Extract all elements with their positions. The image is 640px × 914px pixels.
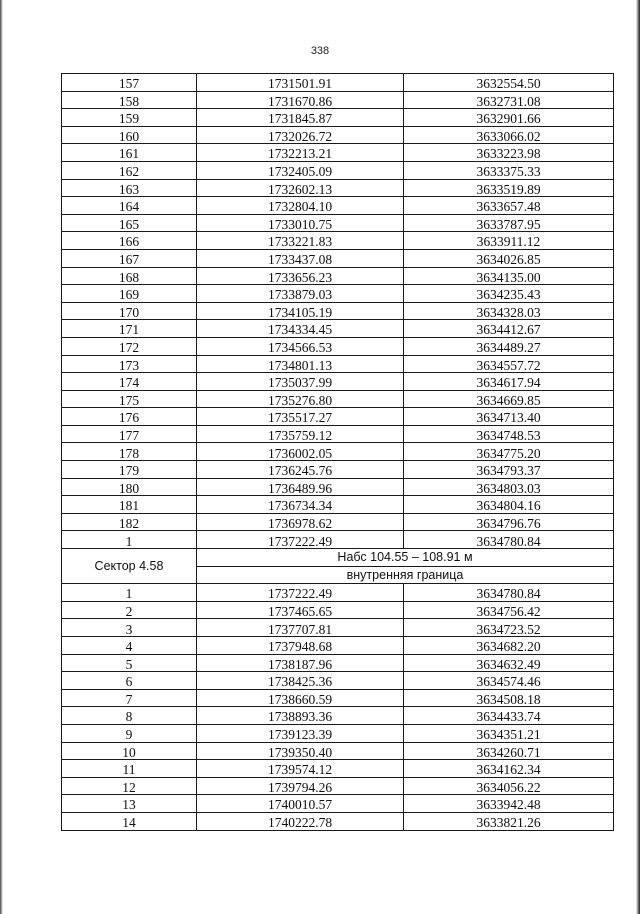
y-coordinate-cell: 3634557.72 (404, 355, 614, 373)
coordinates-table (61, 73, 614, 831)
x-coordinate-cell: 1732026.72 (197, 126, 404, 144)
point-number-cell: 4 (62, 637, 197, 655)
x-coordinate-cell: 1739350.40 (197, 742, 404, 760)
y-coordinate-cell: 3633942.48 (404, 795, 614, 813)
x-coordinate-cell: 1736978.62 (197, 513, 404, 531)
point-number-cell: 166 (62, 232, 197, 250)
point-number-cell: 11 (62, 760, 197, 778)
x-coordinate-cell: 1735276.80 (197, 390, 404, 408)
y-coordinate-cell: 3634433.74 (404, 707, 614, 725)
y-coordinate-cell: 3634162.34 (404, 760, 614, 778)
y-coordinate-cell: 3634780.84 (404, 531, 614, 549)
x-coordinate-cell: 1737465.65 (197, 601, 404, 619)
point-number-cell: 169 (62, 285, 197, 303)
table-row (62, 461, 614, 479)
point-number-cell: 160 (62, 126, 197, 144)
x-coordinate-cell: 1738660.59 (197, 689, 404, 707)
table-row (62, 760, 614, 778)
x-coordinate-cell: 1735037.99 (197, 373, 404, 391)
y-coordinate-cell: 3634632.49 (404, 654, 614, 672)
y-coordinate-cell: 3634508.18 (404, 689, 614, 707)
x-coordinate-cell: 1739794.26 (197, 777, 404, 795)
x-coordinate-cell: 1733010.75 (197, 214, 404, 232)
table-row (62, 91, 614, 109)
y-coordinate-cell: 3633375.33 (404, 161, 614, 179)
y-coordinate-cell: 3633519.89 (404, 179, 614, 197)
table-row (62, 337, 614, 355)
scan-edge-left (0, 0, 3, 914)
x-coordinate-cell: 1732602.13 (197, 179, 404, 197)
table-row (62, 161, 614, 179)
y-coordinate-cell: 3634803.03 (404, 478, 614, 496)
y-coordinate-cell: 3634412.67 (404, 320, 614, 338)
point-number-cell: 165 (62, 214, 197, 232)
table-row (62, 584, 614, 602)
y-coordinate-cell: 3634723.52 (404, 619, 614, 637)
table-row (62, 601, 614, 619)
point-number-cell: 9 (62, 724, 197, 742)
page-number: 338 (310, 45, 330, 57)
point-number-cell: 161 (62, 144, 197, 162)
table-row (62, 672, 614, 690)
table-row (62, 373, 614, 391)
x-coordinate-cell: 1738187.96 (197, 654, 404, 672)
table-row (62, 478, 614, 496)
x-coordinate-cell: 1733656.23 (197, 267, 404, 285)
y-coordinate-cell: 3634617.94 (404, 373, 614, 391)
x-coordinate-cell: 1738425.36 (197, 672, 404, 690)
y-coordinate-cell: 3633787.95 (404, 214, 614, 232)
point-number-cell: 158 (62, 91, 197, 109)
table-row (62, 285, 614, 303)
point-number-cell: 178 (62, 443, 197, 461)
sector-header-row (62, 549, 614, 567)
table-row (62, 531, 614, 549)
point-number-cell: 2 (62, 601, 197, 619)
point-number-cell: 1 (62, 584, 197, 602)
y-coordinate-cell: 3632901.66 (404, 109, 614, 127)
table-row (62, 232, 614, 250)
x-coordinate-cell: 1731670.86 (197, 91, 404, 109)
table-row (62, 179, 614, 197)
table-row (62, 689, 614, 707)
scan-edge-right (636, 0, 640, 914)
y-coordinate-cell: 3634682.20 (404, 637, 614, 655)
x-coordinate-cell: 1739123.39 (197, 724, 404, 742)
point-number-cell: 174 (62, 373, 197, 391)
y-coordinate-cell: 3632554.50 (404, 74, 614, 92)
point-number-cell: 5 (62, 654, 197, 672)
y-coordinate-cell: 3632731.08 (404, 91, 614, 109)
x-coordinate-cell: 1737707.81 (197, 619, 404, 637)
y-coordinate-cell: 3634796.76 (404, 513, 614, 531)
y-coordinate-cell: 3634328.03 (404, 302, 614, 320)
sector-title: Сектор 4.58 (62, 549, 197, 584)
point-number-cell: 157 (62, 74, 197, 92)
table-row (62, 707, 614, 725)
table-row (62, 197, 614, 215)
point-number-cell: 180 (62, 478, 197, 496)
table-row (62, 144, 614, 162)
point-number-cell: 1 (62, 531, 197, 549)
table-row (62, 795, 614, 813)
point-number-cell: 172 (62, 337, 197, 355)
y-coordinate-cell: 3633066.02 (404, 126, 614, 144)
table-row (62, 320, 614, 338)
x-coordinate-cell: 1731845.87 (197, 109, 404, 127)
point-number-cell: 176 (62, 408, 197, 426)
x-coordinate-cell: 1732213.21 (197, 144, 404, 162)
y-coordinate-cell: 3634793.37 (404, 461, 614, 479)
point-number-cell: 8 (62, 707, 197, 725)
x-coordinate-cell: 1735517.27 (197, 408, 404, 426)
y-coordinate-cell: 3633657.48 (404, 197, 614, 215)
y-coordinate-cell: 3634489.27 (404, 337, 614, 355)
point-number-cell: 179 (62, 461, 197, 479)
x-coordinate-cell: 1734566.53 (197, 337, 404, 355)
x-coordinate-cell: 1732804.10 (197, 197, 404, 215)
table-row (62, 724, 614, 742)
x-coordinate-cell: 1737222.49 (197, 584, 404, 602)
y-coordinate-cell: 3634260.71 (404, 742, 614, 760)
x-coordinate-cell: 1736734.34 (197, 496, 404, 514)
point-number-cell: 177 (62, 425, 197, 443)
point-number-cell: 170 (62, 302, 197, 320)
y-coordinate-cell: 3634748.53 (404, 425, 614, 443)
x-coordinate-cell: 1740010.57 (197, 795, 404, 813)
table-row (62, 425, 614, 443)
x-coordinate-cell: 1734334.45 (197, 320, 404, 338)
table-row (62, 74, 614, 92)
table-row (62, 619, 614, 637)
y-coordinate-cell: 3634669.85 (404, 390, 614, 408)
sector-boundary: внутренняя граница (197, 566, 614, 584)
table-row (62, 742, 614, 760)
table-row (62, 496, 614, 514)
x-coordinate-cell: 1733437.08 (197, 249, 404, 267)
table-row (62, 443, 614, 461)
point-number-cell: 173 (62, 355, 197, 373)
table-row (62, 109, 614, 127)
x-coordinate-cell: 1734801.13 (197, 355, 404, 373)
x-coordinate-cell: 1738893.36 (197, 707, 404, 725)
table-row (62, 637, 614, 655)
y-coordinate-cell: 3634351.21 (404, 724, 614, 742)
point-number-cell: 171 (62, 320, 197, 338)
point-number-cell: 10 (62, 742, 197, 760)
x-coordinate-cell: 1733221.83 (197, 232, 404, 250)
point-number-cell: 159 (62, 109, 197, 127)
y-coordinate-cell: 3633223.98 (404, 144, 614, 162)
y-coordinate-cell: 3634713.40 (404, 408, 614, 426)
point-number-cell: 168 (62, 267, 197, 285)
table-row (62, 267, 614, 285)
point-number-cell: 3 (62, 619, 197, 637)
y-coordinate-cell: 3634780.84 (404, 584, 614, 602)
x-coordinate-cell: 1732405.09 (197, 161, 404, 179)
point-number-cell: 181 (62, 496, 197, 514)
point-number-cell: 14 (62, 812, 197, 830)
table-row (62, 302, 614, 320)
point-number-cell: 162 (62, 161, 197, 179)
x-coordinate-cell: 1734105.19 (197, 302, 404, 320)
x-coordinate-cell: 1740222.78 (197, 812, 404, 830)
x-coordinate-cell: 1736245.76 (197, 461, 404, 479)
x-coordinate-cell: 1733879.03 (197, 285, 404, 303)
point-number-cell: 13 (62, 795, 197, 813)
x-coordinate-cell: 1736489.96 (197, 478, 404, 496)
x-coordinate-cell: 1736002.05 (197, 443, 404, 461)
x-coordinate-cell: 1737948.68 (197, 637, 404, 655)
point-number-cell: 7 (62, 689, 197, 707)
point-number-cell: 163 (62, 179, 197, 197)
table-row (62, 390, 614, 408)
point-number-cell: 164 (62, 197, 197, 215)
table-row (62, 777, 614, 795)
point-number-cell: 182 (62, 513, 197, 531)
y-coordinate-cell: 3634804.16 (404, 496, 614, 514)
point-number-cell: 6 (62, 672, 197, 690)
x-coordinate-cell: 1737222.49 (197, 531, 404, 549)
sector-elevation: Набс 104.55 – 108.91 м (197, 549, 614, 567)
coordinates-table-body (62, 74, 614, 831)
table-row (62, 249, 614, 267)
point-number-cell: 12 (62, 777, 197, 795)
x-coordinate-cell: 1731501.91 (197, 74, 404, 92)
table-row (62, 355, 614, 373)
x-coordinate-cell: 1739574.12 (197, 760, 404, 778)
y-coordinate-cell: 3634775.20 (404, 443, 614, 461)
table-row (62, 214, 614, 232)
y-coordinate-cell: 3634026.85 (404, 249, 614, 267)
table-row (62, 408, 614, 426)
y-coordinate-cell: 3634574.46 (404, 672, 614, 690)
y-coordinate-cell: 3633821.26 (404, 812, 614, 830)
table-row (62, 126, 614, 144)
y-coordinate-cell: 3634235.43 (404, 285, 614, 303)
y-coordinate-cell: 3634135.00 (404, 267, 614, 285)
table-row (62, 654, 614, 672)
y-coordinate-cell: 3633911.12 (404, 232, 614, 250)
table-row (62, 812, 614, 830)
y-coordinate-cell: 3634056.22 (404, 777, 614, 795)
x-coordinate-cell: 1735759.12 (197, 425, 404, 443)
point-number-cell: 175 (62, 390, 197, 408)
table-row (62, 513, 614, 531)
point-number-cell: 167 (62, 249, 197, 267)
y-coordinate-cell: 3634756.42 (404, 601, 614, 619)
